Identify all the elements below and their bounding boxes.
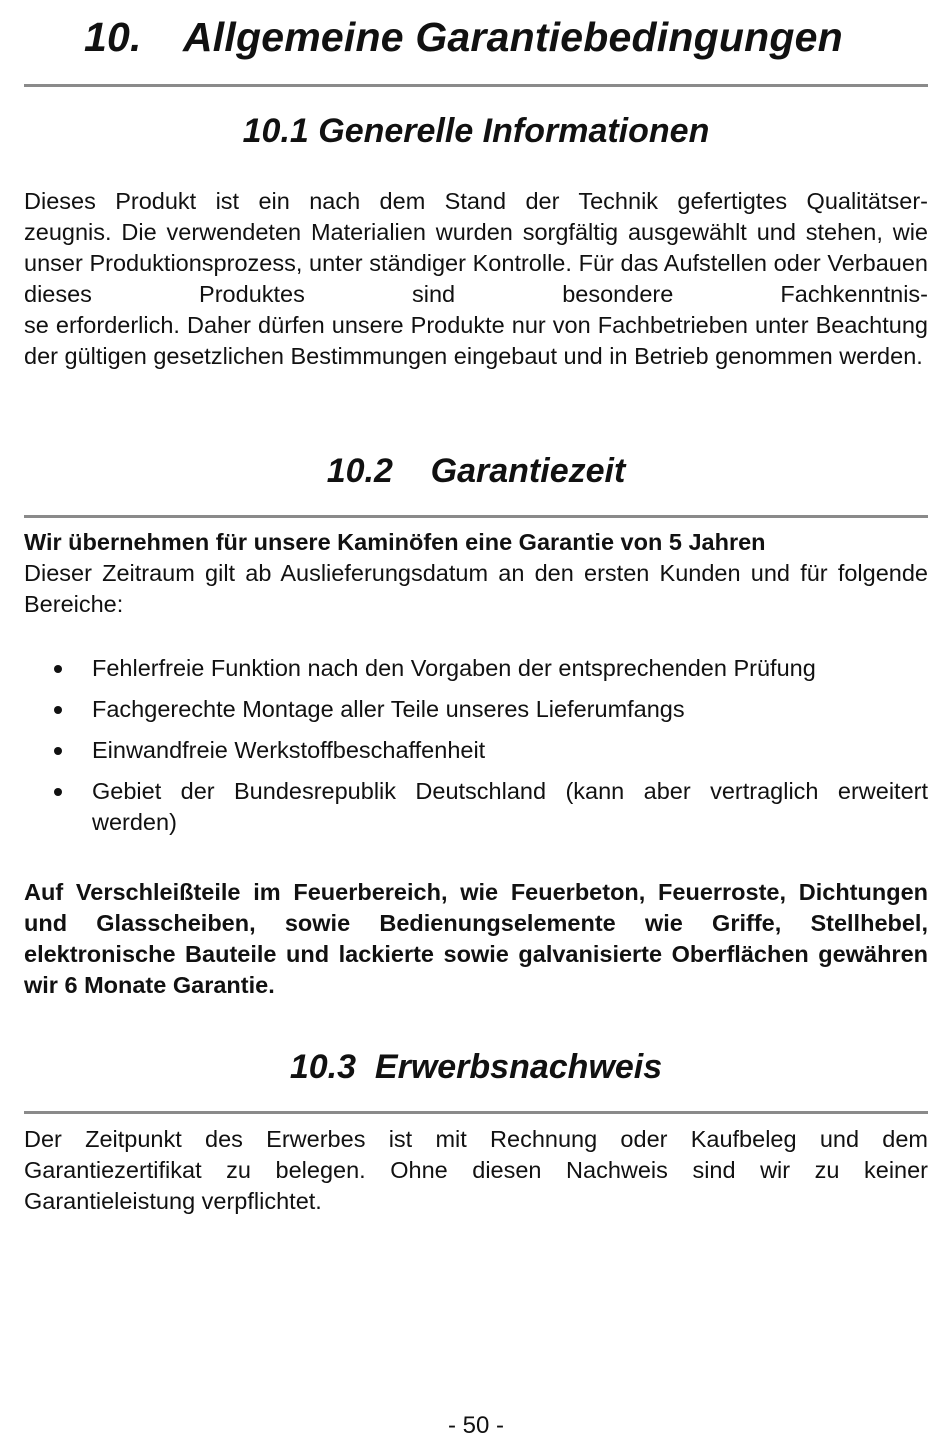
list-item [24, 776, 928, 838]
guarantee-lead: Wir übernehmen für unsere Kaminöfen eine Garantie von 5 Jahren [24, 529, 766, 555]
bullet-icon [54, 788, 62, 796]
list-item-text: Fachgerechte Montage aller Teile unseres Lieferumfangs [92, 696, 685, 722]
bullet-icon [54, 747, 62, 755]
guarantee-scope-text: Dieser Zeitraum gilt ab Auslieferungsdatum an den ersten Kunden und für folgende Bereiche: [24, 560, 928, 617]
section-number: 10.3 [289, 1048, 357, 1086]
list-item [24, 735, 928, 766]
section-title: Erwerbsnachweis [374, 1048, 663, 1086]
bullet-icon [54, 665, 62, 673]
list-item [24, 694, 928, 725]
section-10-1-paragraph [24, 186, 928, 372]
guarantee-areas-list [24, 653, 928, 838]
divider-rule [24, 515, 928, 518]
chapter-title-text: Allgemeine Garantiebedingungen [183, 14, 843, 60]
section-heading-10-3 [24, 1048, 928, 1087]
divider-rule [24, 1111, 928, 1114]
paragraph-line: Dieses Produkt ist ein nach dem Stand der Technik gefertigtes Qualitätser- [24, 188, 928, 214]
bullet-icon [54, 706, 62, 714]
list-item-text: Gebiet der Bundesrepublik Deutschland (kann aber vertraglich erweitert werden) [92, 778, 928, 835]
section-10-3-paragraph: Der Zeitpunkt des Erwerbes ist mit Rechnung oder Kaufbeleg und dem Garantiezertifikat zu belegen. Ohne diesen Nachweis sind wir zu keiner Garantieleistung verpflichtet. [24, 1126, 928, 1214]
section-title: Garantiezeit [430, 452, 626, 490]
paragraph-text: zeugnis. Die verwendeten Materialien wurden sorgfältig ausgewählt und stehen, wie unser Produktionsprozess, unter ständiger Kontrolle. Für das Aufstellen oder Verbauen dieses Produktes sind besondere Fachkenntnis- [24, 219, 928, 307]
section-10-2-intro [24, 527, 928, 620]
list-item-text: Fehlerfreie Funktion nach den Vorgaben der entsprechenden Prüfung [92, 655, 816, 681]
section-number: 10.2 [326, 452, 393, 490]
paragraph-text: se erforderlich. Daher dürfen unsere Produkte nur von Fachbetrieben unter Beachtung der gültigen gesetzlichen Bestimmungen eingebaut und in Betrieb genommen werden. [24, 312, 928, 369]
page-number: - 50 - [447, 1412, 504, 1439]
list-item-text: Einwandfreie Werkstoffbeschaffenheit [92, 737, 486, 763]
section-heading-10-2 [24, 452, 928, 491]
section-heading-10-1: 10.1 Generelle Informationen [242, 112, 710, 150]
chapter-number: 10. [84, 14, 142, 60]
divider-rule [24, 84, 928, 87]
wear-parts-warranty: Auf Verschleißteile im Feuerbereich, wie Feuerbeton, Feuerroste, Dichtungen und Glasscheiben, sowie Bedienungselemente wie Griffe, Stellhebel, elektronische Bauteile und lackierte sowie galvanisierte Oberflächen gewähren wir 6 Monate Garantie. [24, 879, 928, 998]
list-item [24, 653, 928, 684]
chapter-title [84, 14, 843, 61]
